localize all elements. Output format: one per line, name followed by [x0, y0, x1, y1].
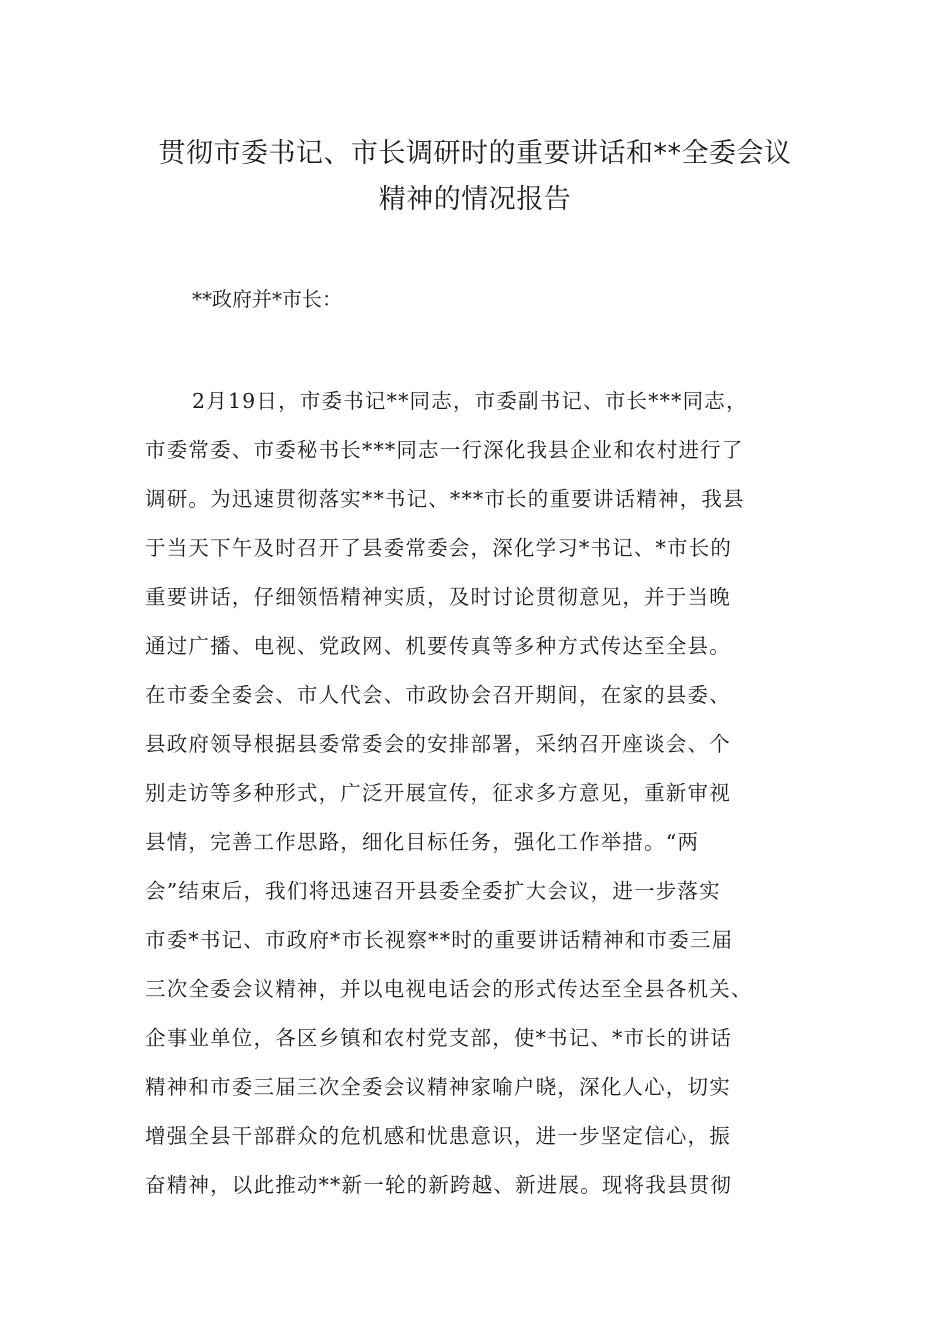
body-line: 2月19日，市委书记**同志，市委副书记、市长***同志，	[192, 389, 748, 413]
document-title-line-1: 贯彻市委书记、市长调研时的重要讲话和**全委会议	[158, 138, 792, 169]
body-line: 奋精神，以此推动**新一轮的新跨越、新进展。现将我县贯彻	[145, 1173, 733, 1197]
body-line: 县情，完善工作思路，细化目标任务，强化工作举措。“两	[145, 830, 700, 854]
body-line: 企事业单位，各区乡镇和农村党支部，使*书记、*市长的讲话	[145, 1026, 733, 1050]
body-line: 在市委全委会、市人代会、市政协会召开期间，在家的县委、	[145, 683, 731, 707]
document-title-line-2: 精神的情况报告	[378, 184, 572, 215]
body-line: 增强全县干部群众的危机感和忧患意识，进一步坚定信心，振	[145, 1124, 731, 1148]
body-line: 调研。为迅速贯彻落实**书记、***市长的重要讲话精神，我县	[145, 487, 745, 511]
body-line: 市委常委、市委秘书长***同志一行深化我县企业和农村进行了	[145, 438, 744, 462]
body-line: 于当天下午及时召开了县委常委会，深化学习*书记、*市长的	[145, 536, 733, 560]
body-line: 会”结束后，我们将迅速召开县委全委扩大会议，进一步落实	[145, 879, 721, 903]
salutation: **政府并*市长：	[192, 287, 342, 311]
body-line: 别走访等多种形式，广泛开展宣传，征求多方意见，重新审视	[145, 781, 731, 805]
body-line: 重要讲话，仔细领悟精神实质，及时讨论贯彻意见，并于当晚	[145, 585, 731, 609]
body-line: 县政府领导根据县委常委会的安排部署，采纳召开座谈会、个	[145, 732, 731, 756]
body-line: 通过广播、电视、党政网、机要传真等多种方式传达至全县。	[145, 634, 731, 658]
body-line: 三次全委会议精神，并以电视电话会的形式传达至全县各机关、	[145, 977, 753, 1001]
body-line: 精神和市委三届三次全委会议精神家喻户晓，深化人心，切实	[145, 1075, 731, 1099]
body-line: 市委*书记、市政府*市长视察**时的重要讲话精神和市委三届	[145, 928, 734, 952]
